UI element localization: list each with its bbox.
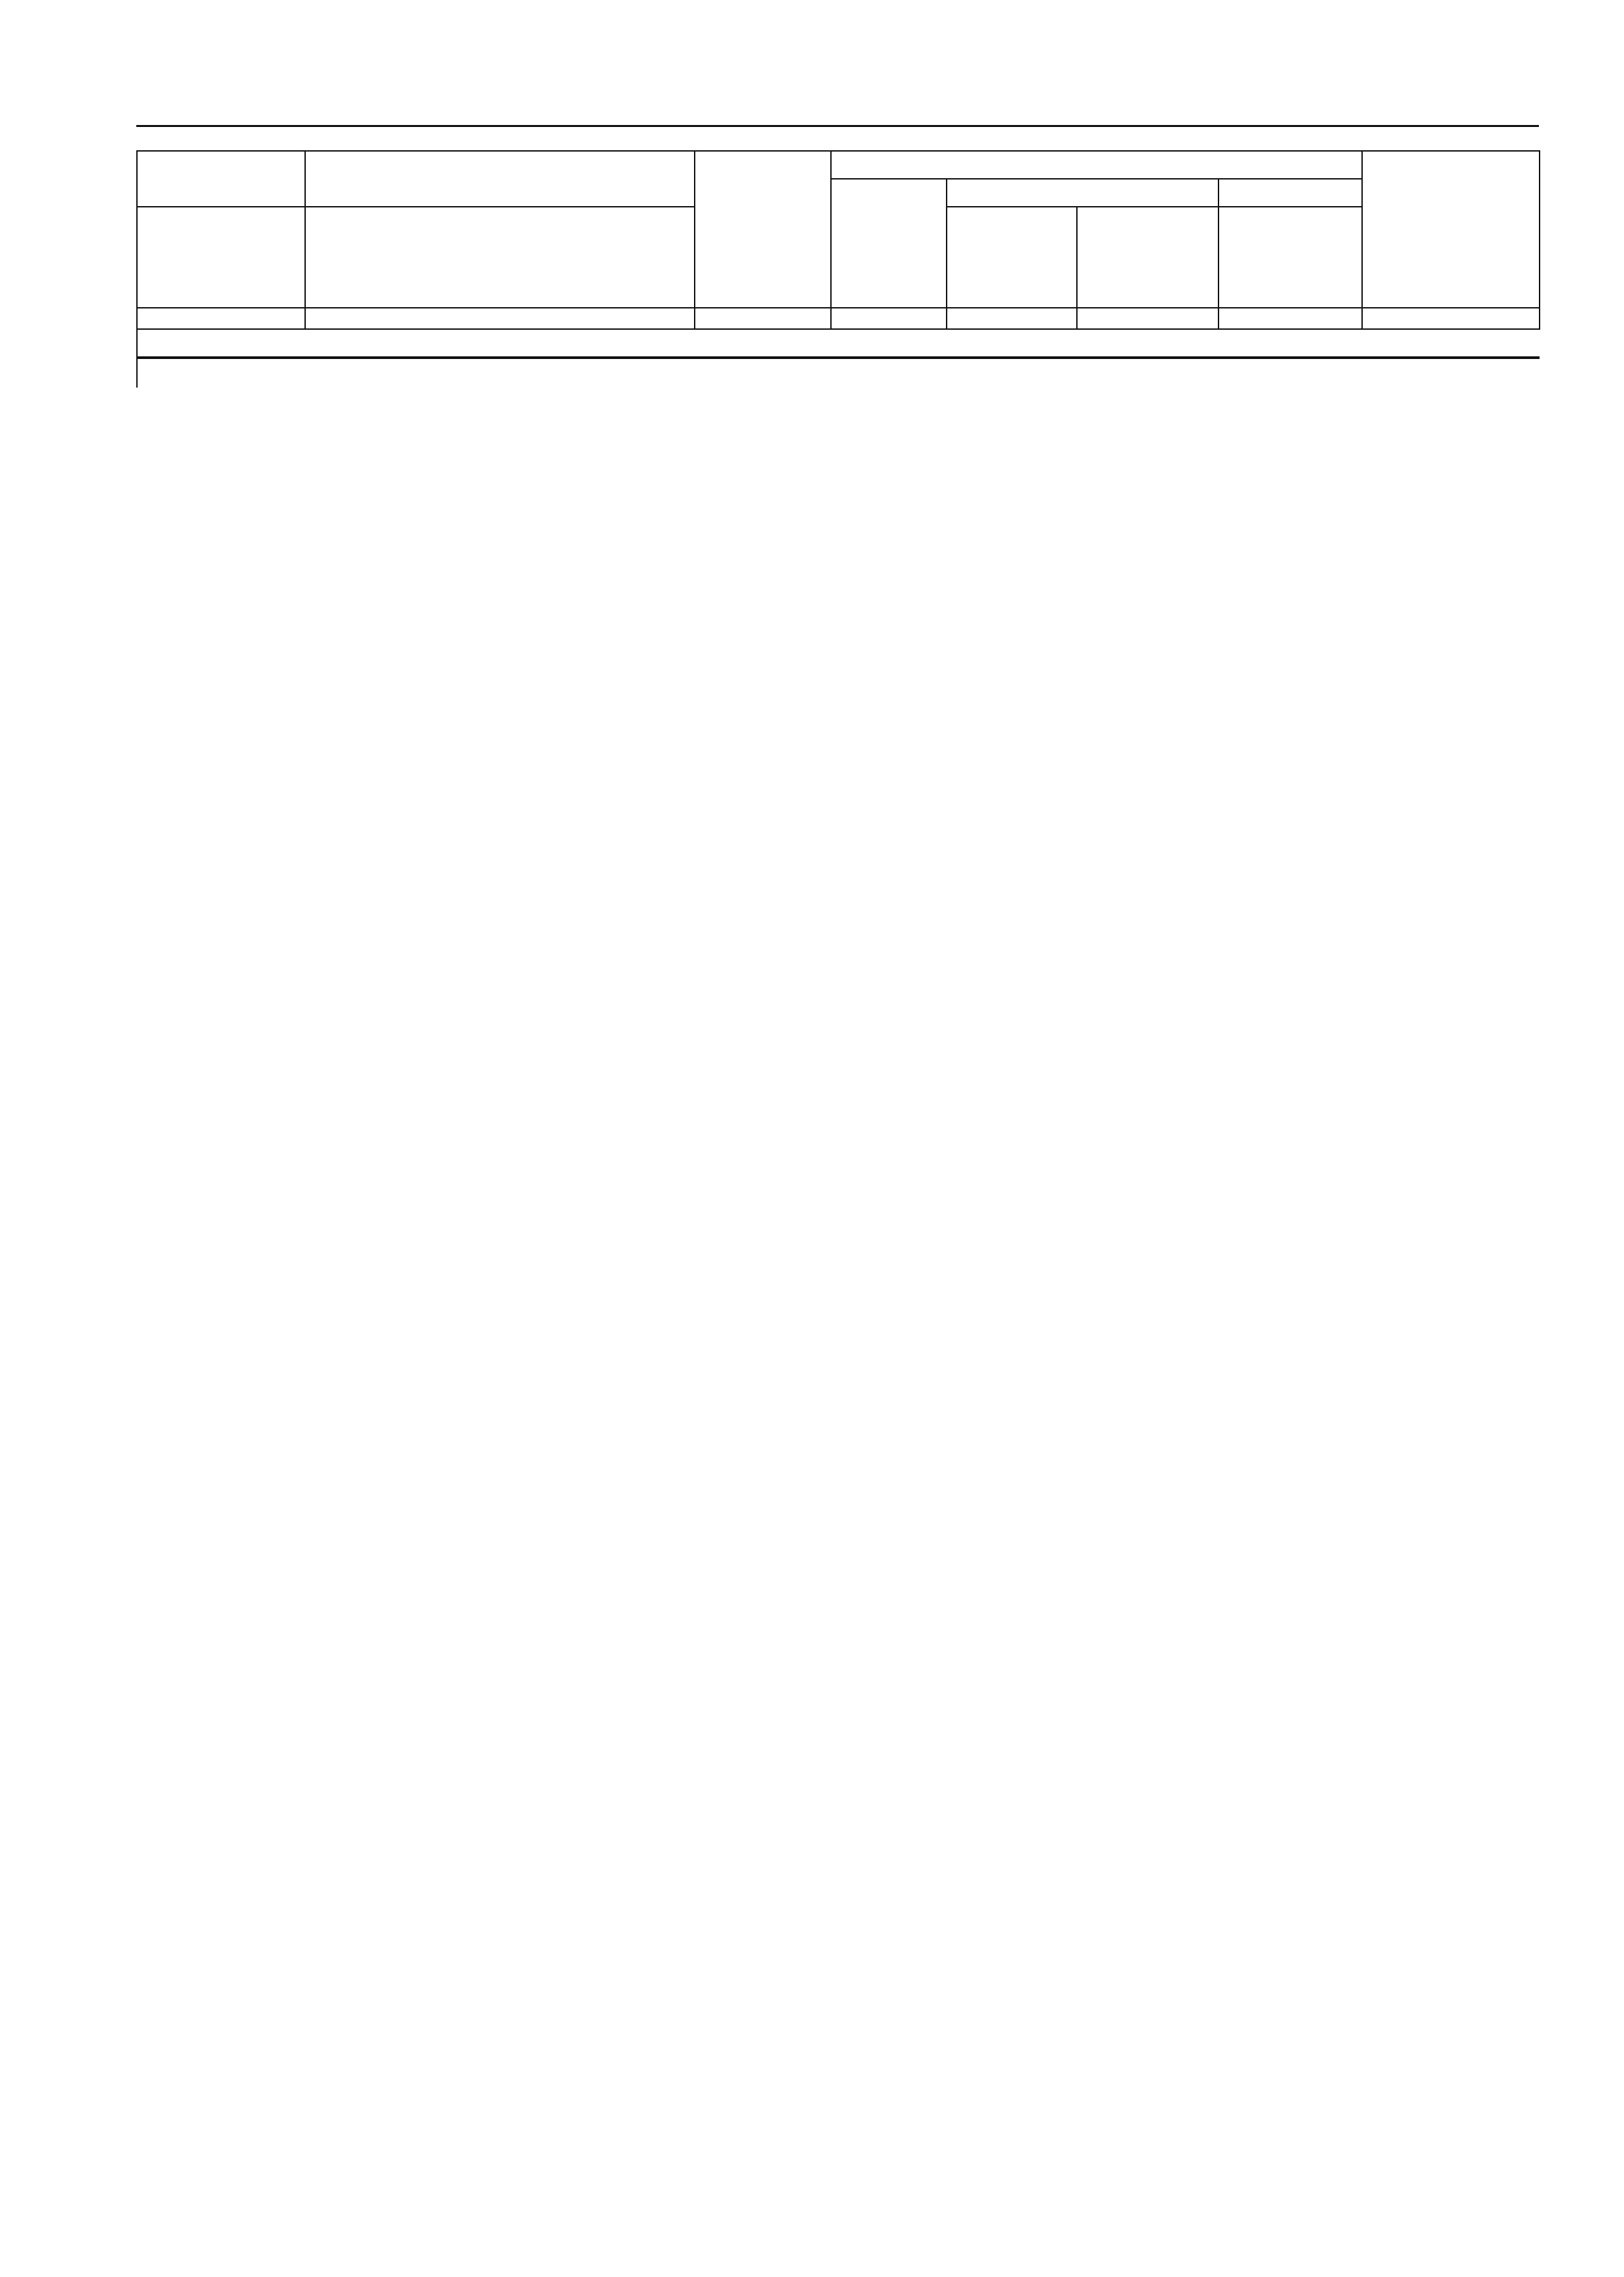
section-heading-2 — [305, 358, 1540, 388]
col-name-units — [305, 207, 695, 308]
column-numbers — [137, 308, 1540, 329]
table-title — [137, 329, 1540, 356]
col-total — [947, 207, 1077, 308]
col-incl-machinists — [1077, 207, 1218, 308]
col-rates-no — [137, 151, 305, 207]
col-name-char — [305, 151, 695, 207]
col-machines — [947, 179, 1218, 207]
col-direct-costs — [695, 151, 831, 308]
col-consumption — [1218, 207, 1362, 308]
rates-table — [136, 150, 1540, 388]
col-incl — [831, 151, 1362, 179]
col-labor-costs — [1362, 151, 1540, 308]
col-wages — [831, 179, 947, 308]
header-rule — [136, 125, 1539, 127]
col-codes — [137, 207, 305, 308]
col-materials — [1218, 179, 1362, 207]
